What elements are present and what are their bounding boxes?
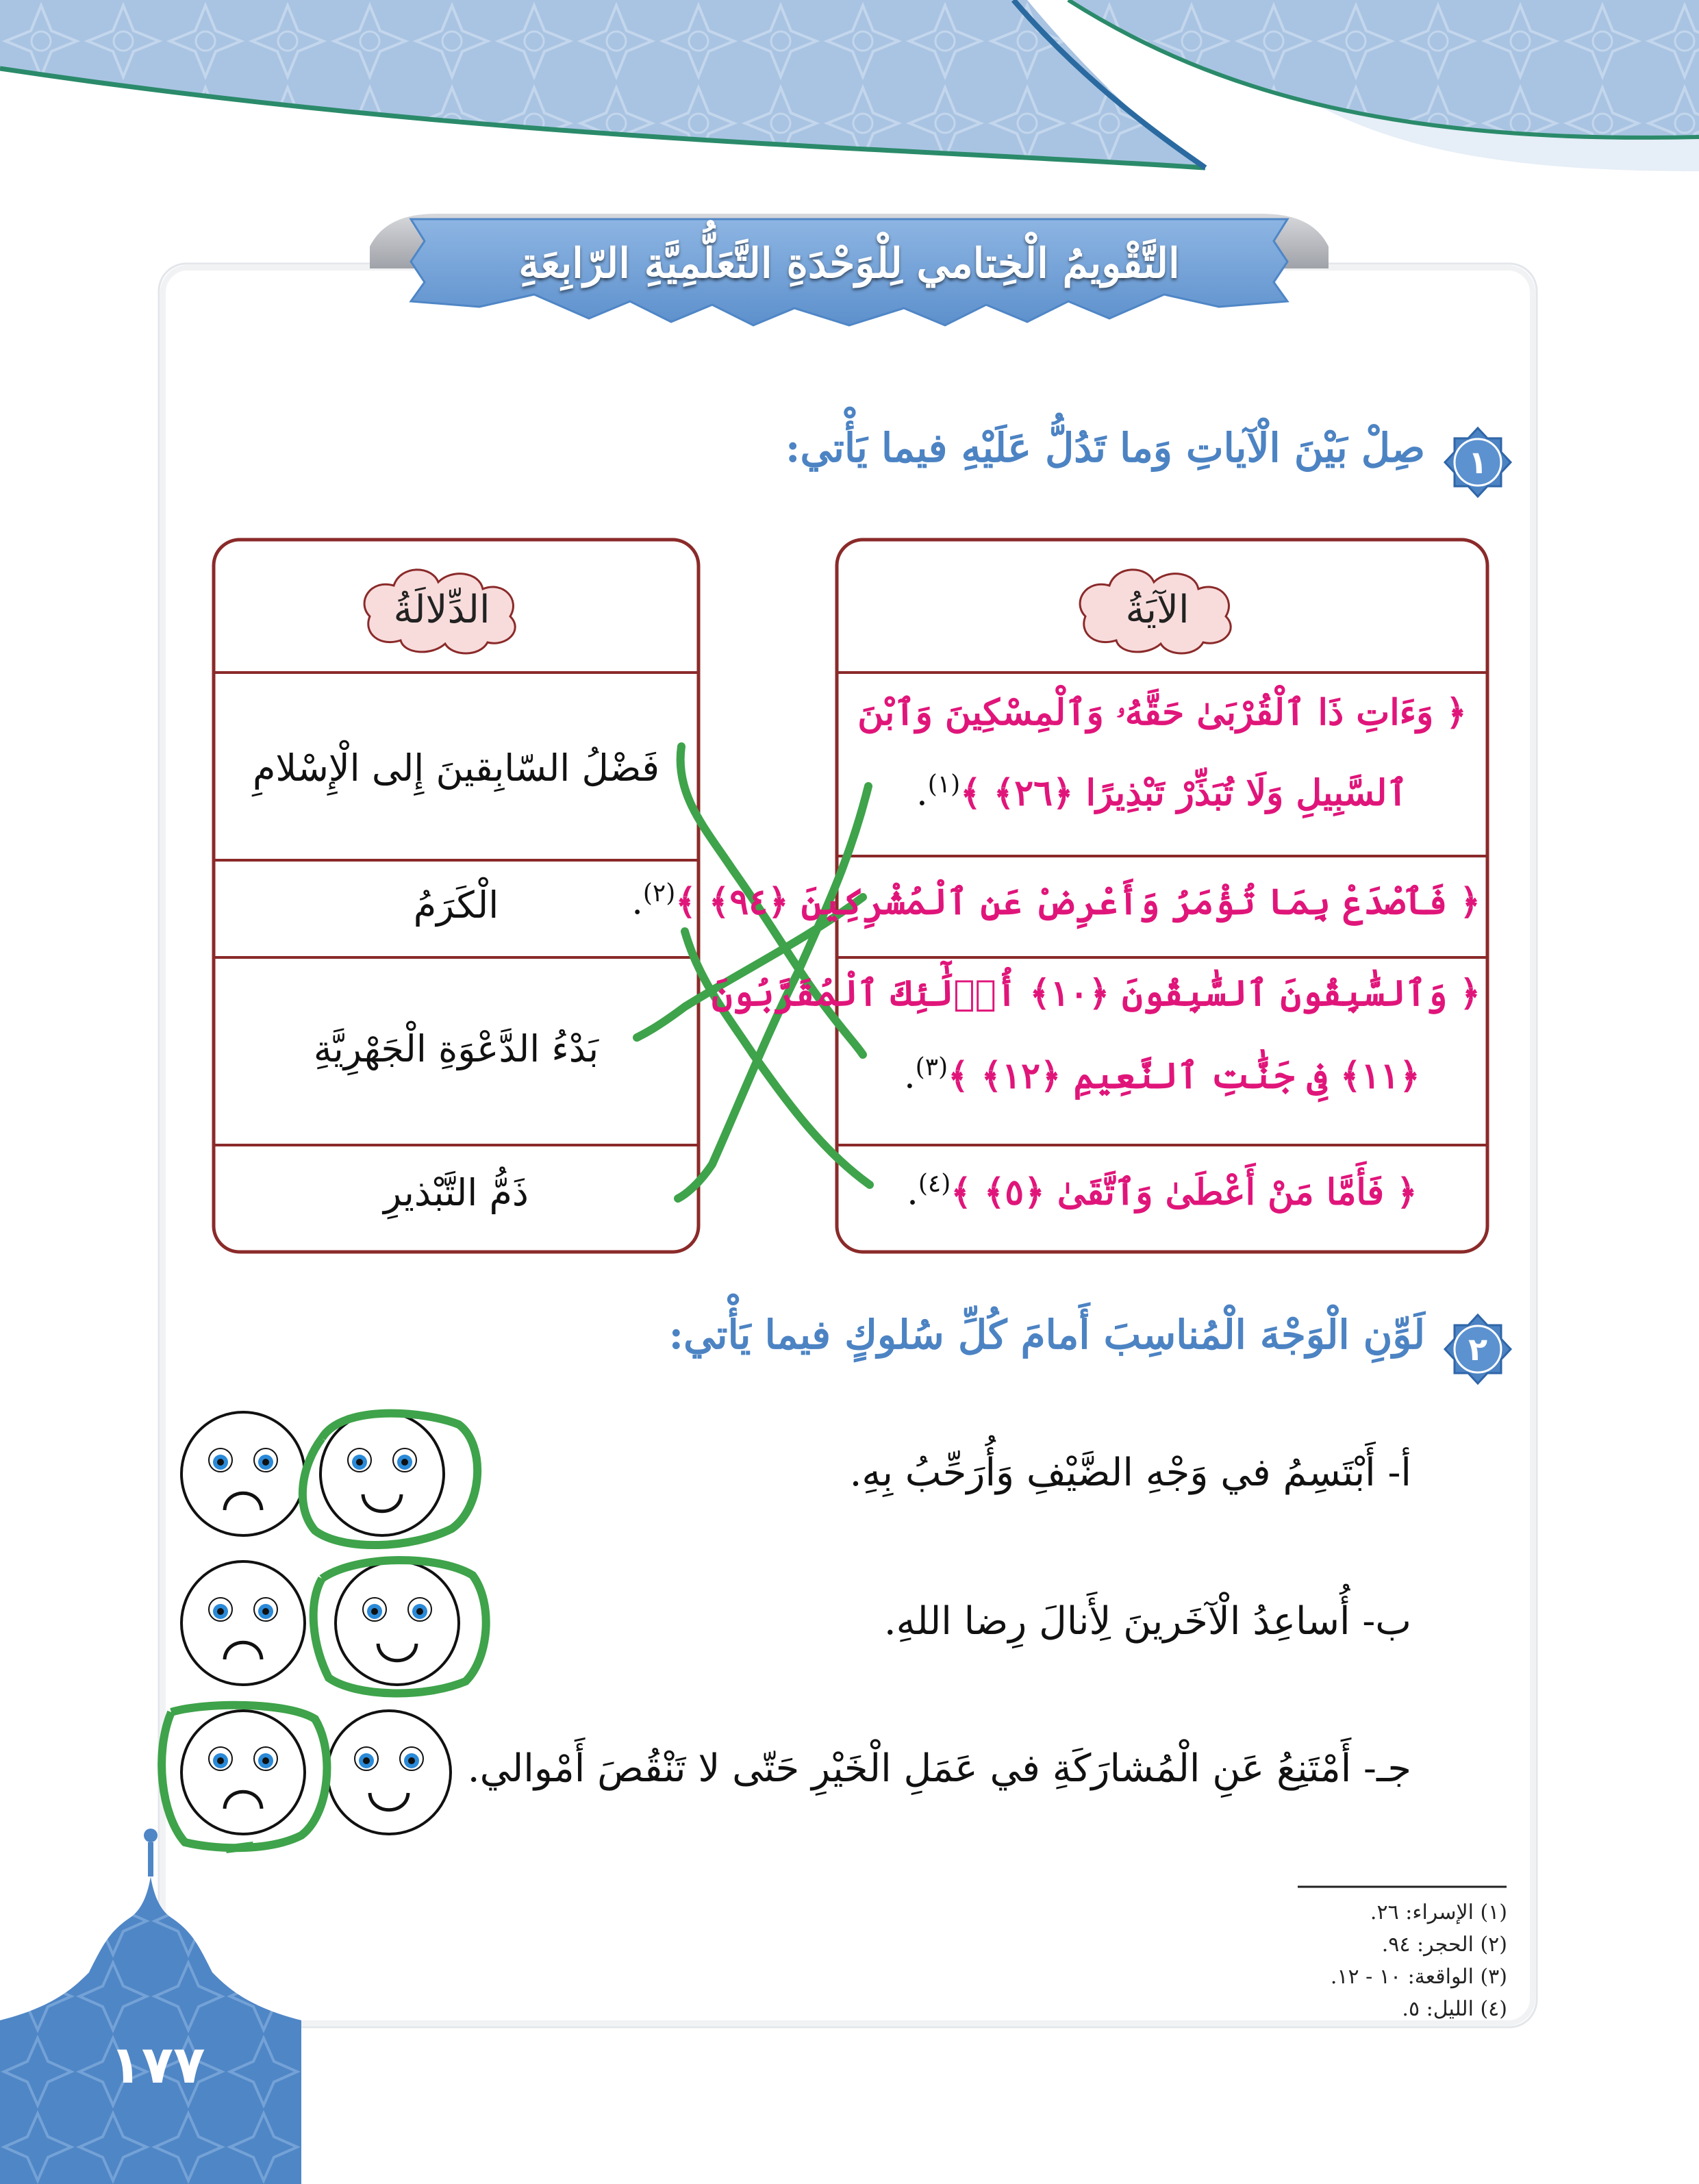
verse-ref: (٤) [918,1170,951,1198]
behavior-item: جـ- أَمْتَنِعُ عَنِ الْمُشارَكَةِ في عَمَلِ الْخَيْرِ حَتّى لا تَنْقُصَ أَمْوالي. [467,1746,1411,1791]
verse-line: ٱلسَّبِيلِ وَلَا تُبَذِّرْ تَبْذِيرًا ﴿٢٦﴾ ﴾ [960,772,1408,814]
happy-face [320,1412,444,1535]
sad-face [181,1412,305,1535]
page-number: ١٧٧ [110,2034,205,2095]
happy-face [327,1711,451,1834]
sad-face [181,1711,305,1834]
verse-line: ﴿ فَٱصْدَعْ بِمَا تُؤْمَرُ وَأَعْرِضْ عَنِ ٱلْمُشْرِكِينَ ﴿٩٤﴾ ﴾ [675,881,1481,923]
question-1-prompt: صِلْ بَيْنَ الْآياتِ وَما تَدُلُّ عَلَيْهِ فيما يَأْتي: [785,425,1425,471]
verse-line: ﴿ وَٱلسَّٰبِقُونَ ٱلسَّٰبِقُونَ ﴿١٠﴾ أُو۟لَٰٓئِكَ ٱلْمُقَرَّبُونَ [712,972,1481,1014]
verse-cell-3: ﴿ وَٱلسَّٰبِقُونَ ٱلسَّٰبِقُونَ ﴿١٠﴾ أُو۟لَٰٓئِكَ ٱلْمُقَرَّبُونَ ﴿١١﴾ فِى جَنَّٰتِ ٱلنَّعِيمِ ﴿١٢﴾ ﴾$^{(٣)}$. [712,972,1481,1097]
verse-cell-1: ﴿ وَءَاتِ ذَا ٱلْقُرْبَىٰ حَقَّهُۥ وَٱلْمِسْكِينَ وَٱبْنَ ٱلسَّبِيلِ وَلَا تُبَذِّرْ تَبْذِيرًا ﴿٢٦﴾ ﴾$^{(١)}$. [844,685,1481,849]
meaning-item: فَضْلُ السّابِقينَ إِلى الْإِسْلامِ [252,746,660,790]
meanings-header: الدِّلالَةُ [393,588,490,632]
footnote: (٣) الواقعة: ١٠ - ١٢. [1330,1965,1507,1989]
meaning-item: ذَمُّ التَّبْذيرِ [383,1171,529,1214]
verse-ref: (١) [927,770,961,799]
verse-ref: (٣) [915,1053,948,1081]
happy-face [336,1561,459,1685]
verse-line: ﴿ وَءَاتِ ذَا ٱلْقُرْبَىٰ حَقَّهُۥ وَٱلْمِسْكِينَ وَٱبْنَ [857,692,1467,733]
page-title: التَّقْويمُ الْخِتامي لِلْوَحْدَةِ التَّعَلُّمِيَّةِ الرّابِعَةِ [518,240,1180,288]
verses-header: الآيَةُ [1125,588,1190,632]
sad-face [181,1561,305,1685]
footnote: (١) الإسراء: ٢٦. [1370,1900,1507,1924]
top-banner [0,0,1699,171]
behavior-item: ب- أُساعِدُ الْآخَرينَ لِأَنالَ رِضا اللهِ. [883,1599,1411,1644]
meaning-item: الْكَرَمُ [413,883,499,927]
footnote: (٤) الليل: ٥. [1402,1997,1507,2021]
question-1-number: ١ [1468,444,1488,481]
verse-cell-2: ﴿ فَٱصْدَعْ بِمَا تُؤْمَرُ وَأَعْرِضْ عَنِ ٱلْمُشْرِكِينَ ﴿٩٤﴾ ﴾$^{(٢)}$. [631,879,1481,923]
footnote: (٢) الحجر: ٩٤. [1381,1933,1507,1957]
behavior-item: أ- أَبْتَسِمُ في وَجْهِ الضَّيْفِ وَأُرَحِّبُ بِهِ. [849,1451,1411,1495]
question-2-prompt: لَوِّنِ الْوَجْهَ الْمُناسِبَ أَمامَ كُلِّ سُلوكٍ فيما يَأْتي: [668,1311,1425,1358]
verse-cell-4: ﴿ فَأَمَّا مَنْ أَعْطَىٰ وَٱتَّقَىٰ ﴿٥﴾ ﴾$^{(٤)}$. [907,1170,1418,1214]
verse-line: ﴿ فَأَمَّا مَنْ أَعْطَىٰ وَٱتَّقَىٰ ﴿٥﴾ ﴾ [951,1171,1418,1214]
verse-line: ﴿١١﴾ فِى جَنَّٰتِ ٱلنَّعِيمِ ﴿١٢﴾ ﴾ [948,1055,1420,1097]
meaning-item: بَدْءُ الدَّعْوَةِ الْجَهْرِيَّةِ [313,1027,599,1070]
verse-ref: (٢) [642,879,676,907]
question-2-number: ٢ [1468,1331,1488,1368]
